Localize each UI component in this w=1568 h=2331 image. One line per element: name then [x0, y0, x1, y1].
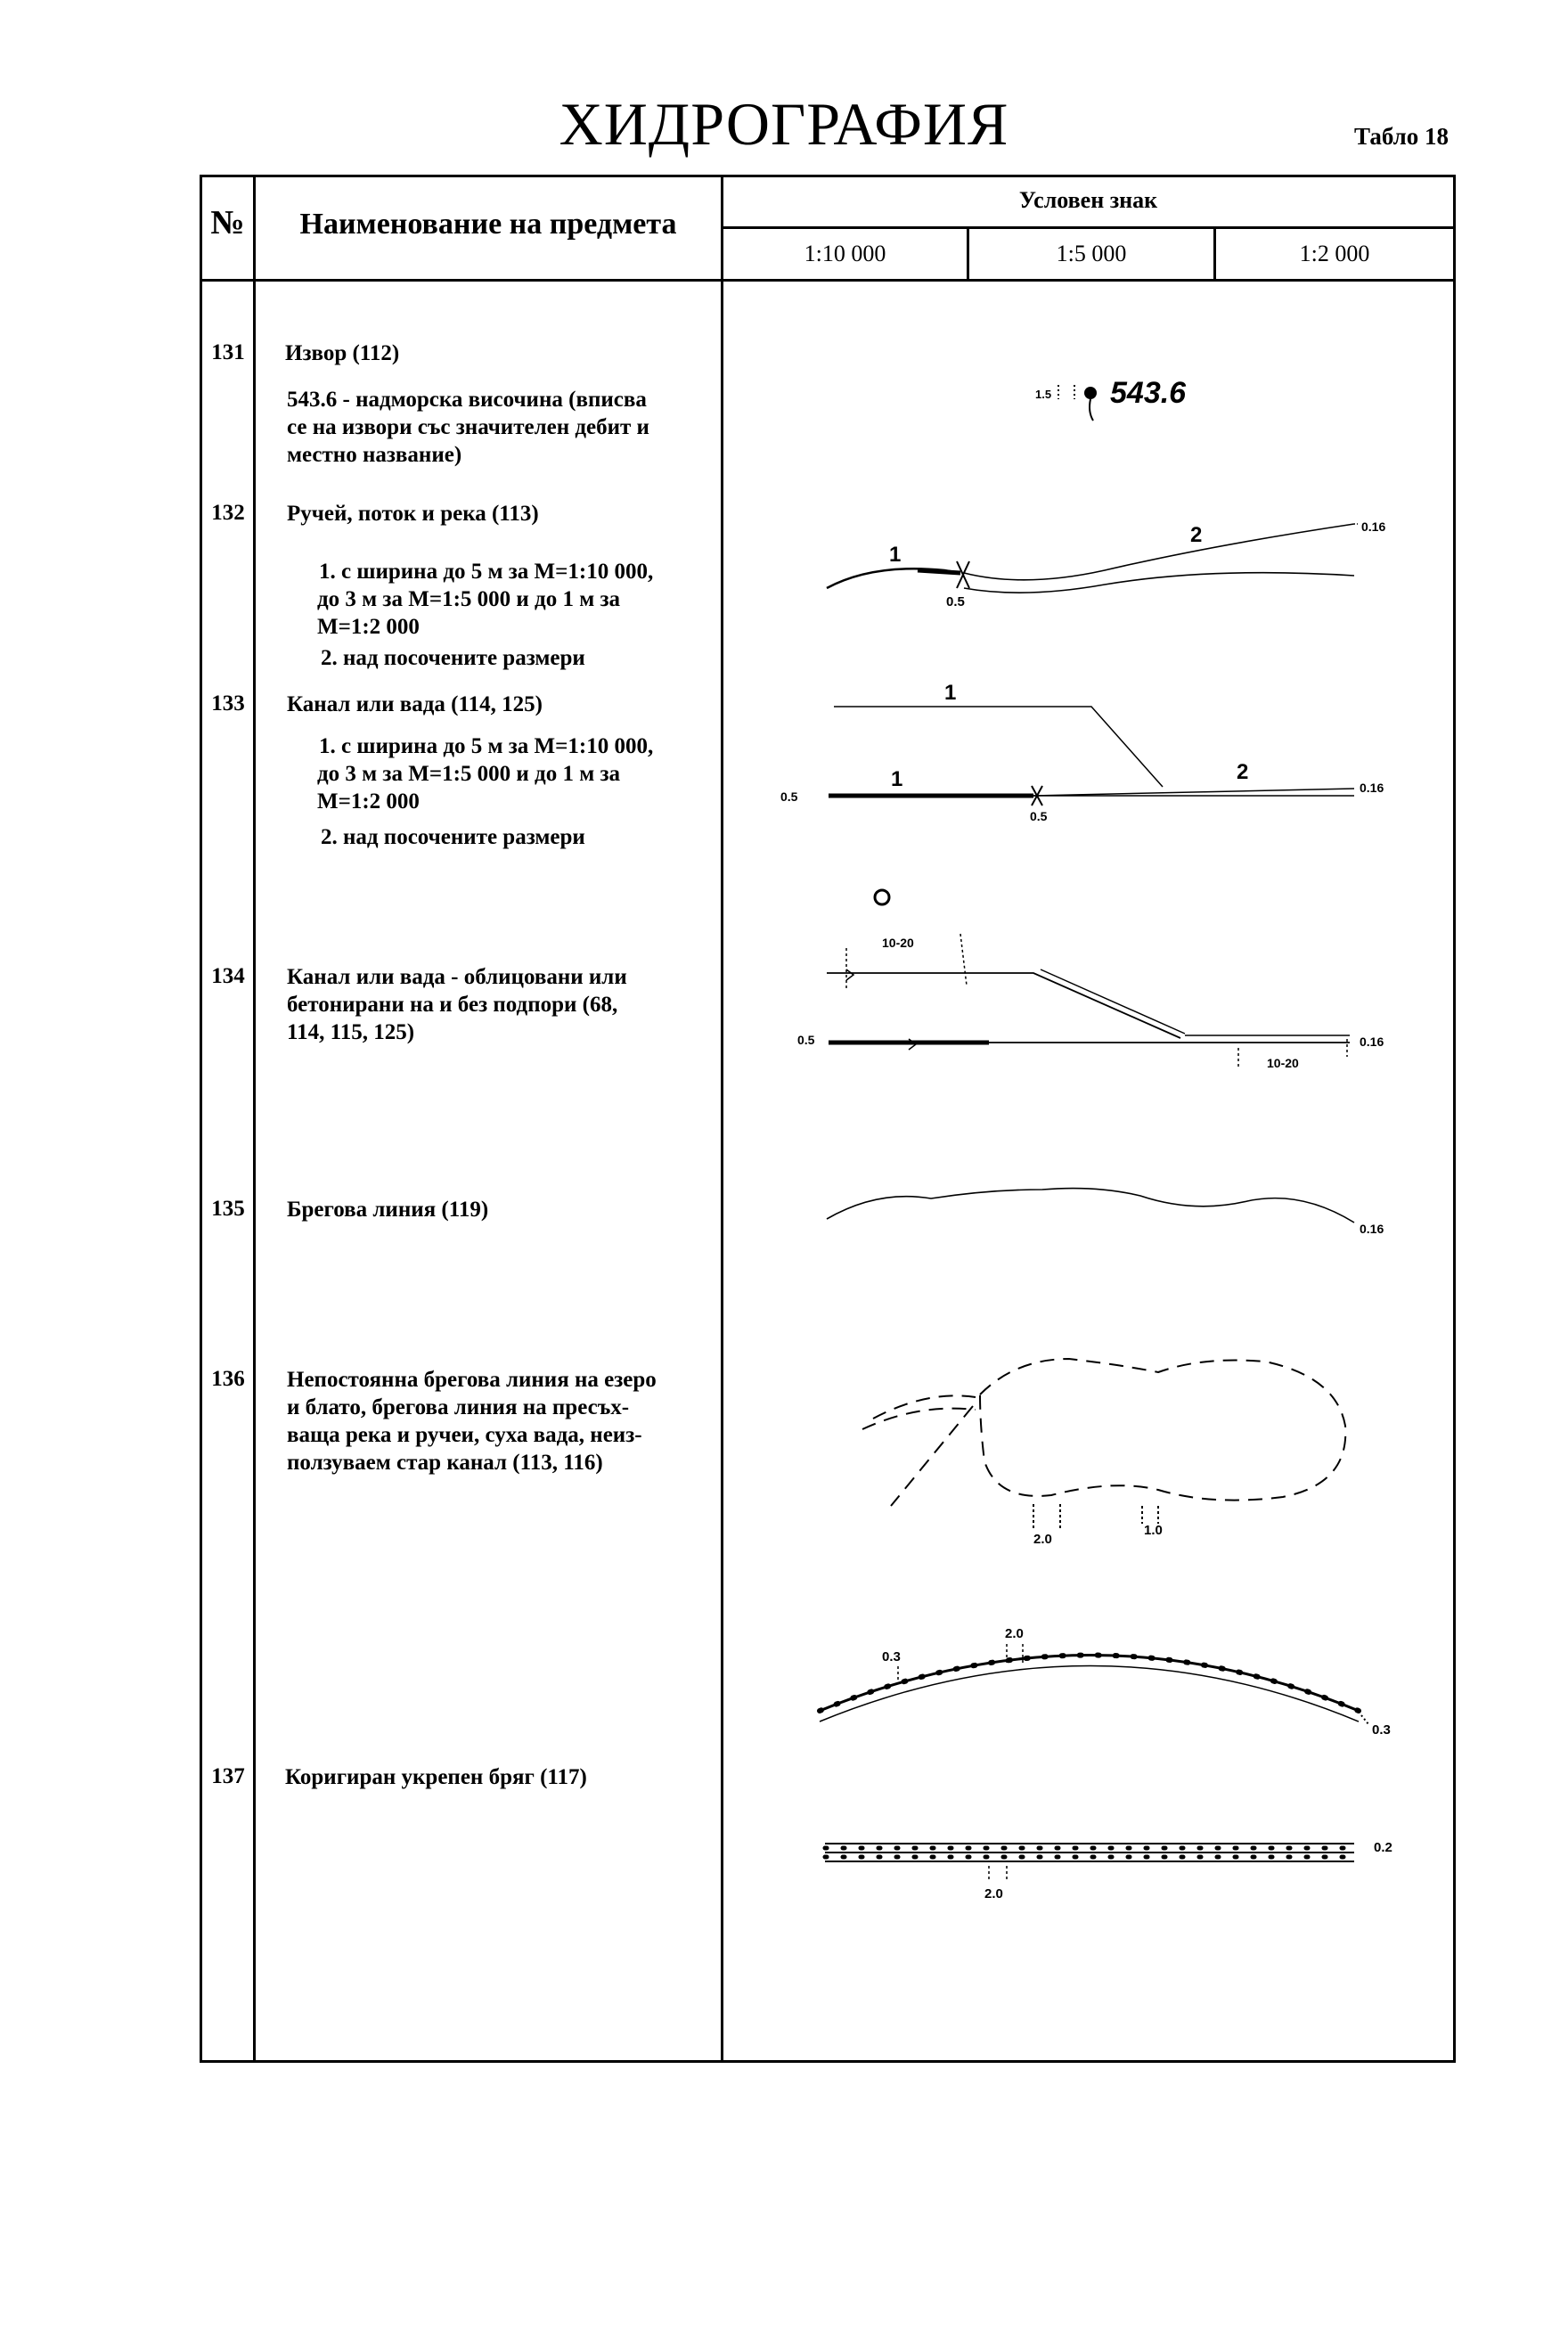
svg-text:1: 1	[944, 681, 957, 705]
shoreline-symbol	[827, 1189, 1354, 1223]
svg-text:0.16: 0.16	[1360, 1035, 1384, 1049]
svg-text:0.2: 0.2	[1374, 1840, 1392, 1855]
svg-text:2.0: 2.0	[1005, 1626, 1024, 1641]
row-131-note: 543.6 - надморска височина (вписва се на извори със значителен дебит и местно название)	[287, 388, 649, 467]
svg-text:10-20: 10-20	[1267, 1056, 1299, 1070]
row-134-name: Канал или вада - облицовани или бетонирани на и без подпори (68, 114, 115, 125)	[287, 965, 627, 1044]
row-132-item-1: 1. с ширина до 5 м за М=1:10 000, до 3 м за М=1:5 000 и до 1 м за М=1:2 000	[317, 560, 654, 639]
row-132-item-2: 2. над посочените размери	[321, 646, 585, 670]
header-scale-2000: 1:2 000	[1299, 241, 1370, 266]
row-135-name: Брегова линия (119)	[287, 1198, 489, 1222]
row-132-number: 132	[211, 501, 245, 525]
svg-text:0.16: 0.16	[1360, 781, 1384, 795]
row-131-number: 131	[211, 340, 245, 364]
row-135-number: 135	[211, 1197, 245, 1221]
svg-text:543.6: 543.6	[1110, 376, 1187, 410]
svg-text:2.0: 2.0	[984, 1886, 1003, 1902]
row-133-name: Канал или вада (114, 125)	[287, 692, 543, 716]
svg-text:0.5: 0.5	[946, 594, 965, 609]
svg-text:0.5: 0.5	[1030, 809, 1048, 823]
stream-river-symbol	[827, 524, 1360, 593]
svg-text:1.5: 1.5	[1035, 388, 1052, 401]
svg-text:1.0: 1.0	[1144, 1523, 1163, 1538]
svg-text:1: 1	[889, 543, 902, 567]
svg-text:0.5: 0.5	[780, 789, 798, 804]
canal-symbol	[829, 707, 1354, 806]
row-134-number: 134	[211, 964, 245, 988]
svg-text:2: 2	[1190, 523, 1203, 547]
page-title: ХИДРОГРАФИЯ	[559, 90, 1009, 158]
svg-text:0.16: 0.16	[1361, 519, 1386, 534]
intermittent-shoreline-symbol	[862, 1359, 1345, 1506]
reinforced-bank-symbol	[820, 1644, 1368, 1882]
header-sign: Условен знак	[1018, 187, 1158, 213]
header-name: Наименование на предмета	[299, 208, 677, 241]
row-137-number: 137	[211, 1764, 245, 1788]
svg-text:2: 2	[1237, 760, 1249, 784]
header-scale-5000: 1:5 000	[1056, 241, 1127, 266]
table-number: Табло 18	[1354, 123, 1450, 150]
svg-text:0.3: 0.3	[882, 1649, 901, 1664]
svg-text:10-20: 10-20	[882, 936, 914, 950]
svg-text:0.3: 0.3	[1372, 1722, 1391, 1738]
svg-text:0.16: 0.16	[1360, 1222, 1384, 1236]
svg-text:0.5: 0.5	[797, 1033, 815, 1047]
row-131-name: Извор (112)	[285, 341, 400, 365]
header-scale-10000: 1:10 000	[804, 241, 886, 266]
spring-symbol	[1035, 376, 1187, 421]
svg-text:2.0: 2.0	[1033, 1532, 1052, 1547]
svg-text:1: 1	[891, 767, 903, 791]
row-133-item-1: 1. с ширина до 5 м за М=1:10 000, до 3 м за М=1:5 000 и до 1 м за М=1:2 000	[317, 734, 654, 814]
row-137-name: Коригиран укрепен бряг (117)	[285, 1765, 587, 1789]
lined-canal-symbol	[827, 890, 1350, 1069]
row-136-name: Непостоянна брегова линия на езеро и блато, брегова линия на пресъх- ваща река и ручеи, суха вада, неиз- ползуваем стар канал (113, 116)	[287, 1368, 657, 1475]
row-133-number: 133	[211, 691, 245, 716]
row-136-number: 136	[211, 1367, 245, 1391]
header-number: №	[210, 204, 245, 241]
row-133-item-2: 2. над посочените размери	[321, 825, 585, 849]
row-132-name: Ручей, поток и река (113)	[287, 502, 539, 526]
